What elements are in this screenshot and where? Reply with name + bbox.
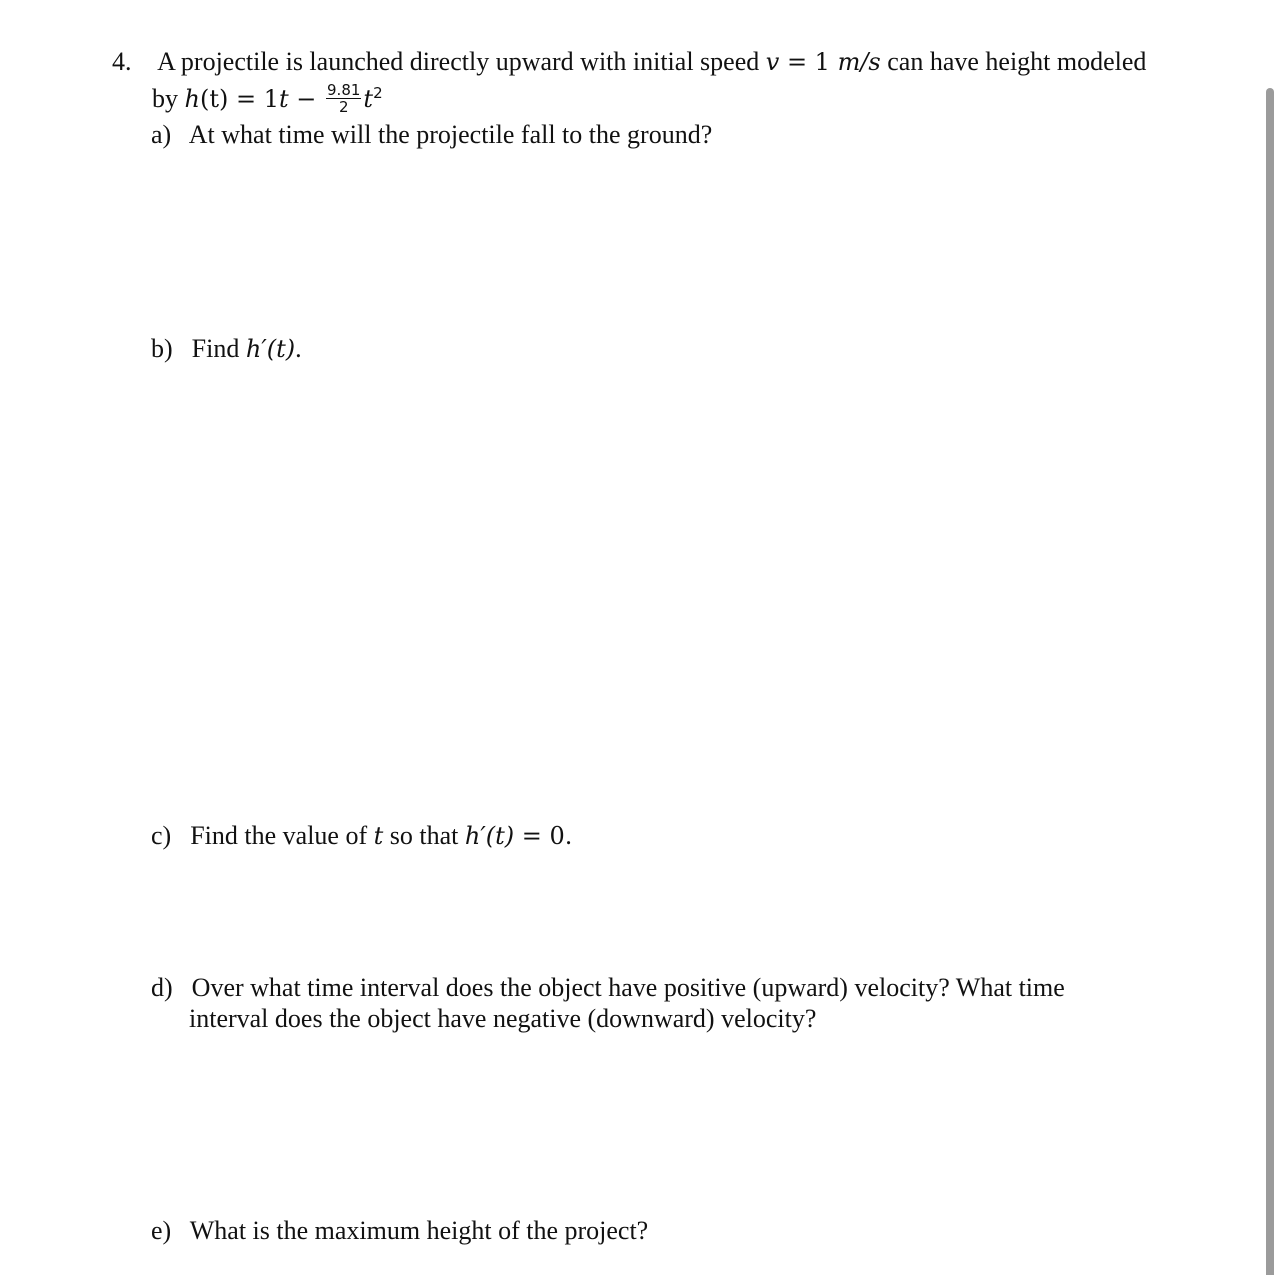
part-e-text: What is the maximum height of the project? <box>189 1216 649 1245</box>
part-c-text: Find the value of <box>190 821 368 850</box>
function-equals: = 1 <box>228 85 279 113</box>
part-b-label: b) <box>151 334 173 363</box>
part-c-expr: h′(t) <box>464 822 515 850</box>
function-minus: − <box>288 85 325 113</box>
part-b-period: . <box>295 334 302 363</box>
part-c-var: t <box>373 822 384 850</box>
by-text: by <box>152 84 178 113</box>
part-e-label: e) <box>151 1216 172 1245</box>
vertical-scrollbar[interactable] <box>1266 88 1274 1275</box>
part-a-label: a) <box>151 120 172 149</box>
problem-number: 4. <box>112 47 132 76</box>
problem-intro-text: A projectile is launched directly upward with initial speed <box>157 47 760 76</box>
part-c-mid: so that <box>389 821 459 850</box>
height-function-line <box>152 80 383 118</box>
part-d-text-2: interval does the object have negative (downward) velocity? <box>189 1004 817 1033</box>
function-t-squared: t <box>363 85 374 113</box>
exponent: 2 <box>373 84 383 102</box>
fraction-numerator: 9.81 <box>327 80 361 99</box>
problem-intro-line <box>112 47 1146 77</box>
part-e <box>151 1216 648 1246</box>
part-b <box>151 334 302 364</box>
function-t: t <box>278 85 289 113</box>
fraction <box>326 82 361 115</box>
part-b-text: Find <box>191 334 240 363</box>
part-d-label: d) <box>151 973 173 1002</box>
part-c-label: c) <box>151 821 172 850</box>
part-a <box>151 120 712 150</box>
speed-variable: v <box>765 48 780 76</box>
part-d-line1 <box>151 973 1065 1003</box>
speed-equals: = 1 <box>779 48 838 76</box>
problem-intro-tail: can have height modeled <box>887 47 1147 76</box>
fraction-denominator: 2 <box>338 97 349 116</box>
part-c-eq: = 0. <box>514 822 573 850</box>
part-b-expr: h′(t) <box>245 335 296 363</box>
function-name: h <box>184 85 200 113</box>
function-arg: (t) <box>199 85 229 113</box>
part-d-text-1: Over what time interval does the object have positive (upward) velocity? What time <box>191 973 1065 1002</box>
part-a-text: At what time will the projectile fall to the ground? <box>188 120 713 149</box>
speed-unit: m/s <box>837 48 881 76</box>
part-c <box>151 821 572 851</box>
part-d-line2 <box>189 1004 816 1034</box>
